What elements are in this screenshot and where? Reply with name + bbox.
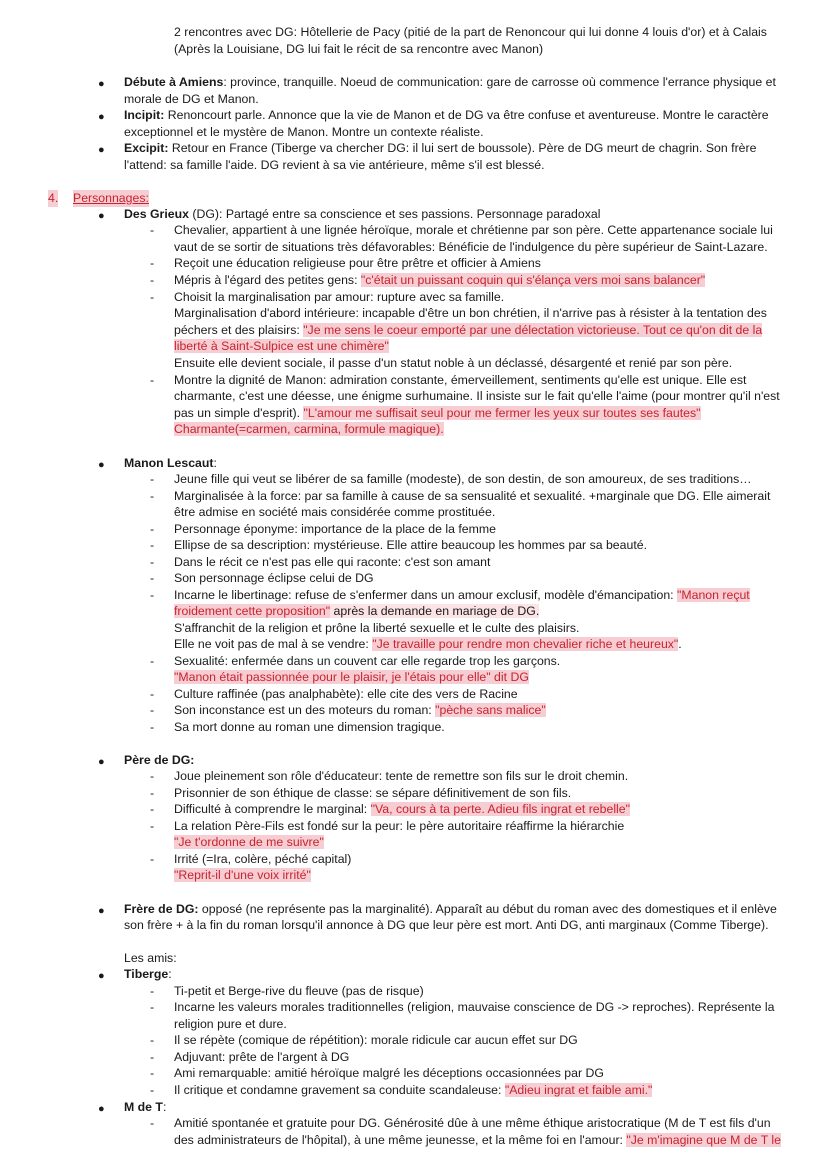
character-heading: Tiberge: (124, 967, 172, 981)
list-item: Difficulté à comprendre le marginal: "Va, cours à ta perte. Adieu fils ingrat et rebelle" (174, 802, 630, 816)
section-number: 4. (48, 191, 59, 205)
text-line (174, 338, 389, 355)
dash-icon: - (150, 654, 155, 668)
list-item: Adjuvant: prête de l'argent à DG (174, 1050, 350, 1064)
dash-icon: - (150, 1000, 155, 1014)
bullet-icon: ● (98, 756, 105, 768)
list-item: Personnage éponyme: importance de la place de la femme (174, 522, 496, 536)
text-line: être admise en société mais considérée comme prostituée. (174, 505, 496, 519)
list-item: Culture raffinée (pas analphabète): elle cite des vers de Racine (174, 687, 518, 701)
list-item: Sexualité: enfermée dans un couvent car elle regarde trop les garçons. (174, 654, 561, 668)
text-line: vaut de se sortir de situations très défavorables: Bénéficie de l'indulgence du père supérieur de Saint-Lazare. (174, 240, 768, 254)
text-line: (Après la Louisiane, DG lui fait le récit de sa rencontre avec Manon) (174, 42, 544, 56)
dash-icon: - (150, 720, 155, 734)
list-item: Excipit: Retour en France (Tiberge va chercher DG: il lui sert de boussole). Père de DG meurt de chagrin. Son frère (124, 141, 757, 155)
character-heading: M de T: (124, 1100, 167, 1114)
character-heading: Père de DG: (124, 753, 195, 767)
dash-icon: - (150, 786, 155, 800)
dash-icon: - (150, 1066, 155, 1080)
text-line: son frère + à la fin du roman lorsqu'il annonce à DG que leur père est mort. Anti DG, anti marginaux (Comme Tiberge). (124, 918, 769, 932)
list-item: Débute à Amiens: province, tranquille. Noeud de communication: gare de carrosse où commence l'errance physique et (124, 75, 776, 89)
text-line: Elle ne voit pas de mal à se vendre: "Je travaille pour rendre mon chevalier riche et heureux". (174, 637, 682, 651)
bullet-icon: ● (98, 210, 105, 222)
text-line (174, 834, 324, 851)
list-item: Sa mort donne au roman une dimension tragique. (174, 720, 445, 734)
quote: "Manon reçut (677, 588, 750, 602)
item-label: Excipit: (124, 141, 169, 155)
text-line: Marginalisation d'abord intérieure: incapable d'être un bon chrétien, il n'arrive pas à résister à la tentation des (174, 306, 767, 320)
bullet-icon: ● (98, 905, 105, 917)
dash-icon: - (150, 373, 155, 387)
text-line (174, 669, 529, 686)
list-item: Choisit la marginalisation par amour: rupture avec sa famille. (174, 290, 505, 304)
text-line: exceptionnel et le mystère de Manon. Montre un contexte réaliste. (124, 125, 484, 139)
dash-icon: - (150, 290, 155, 304)
list-item: Son inconstance est un des moteurs du roman: "pèche sans malice" (174, 703, 546, 717)
dash-icon: - (150, 687, 155, 701)
dash-icon: - (150, 571, 155, 585)
list-item: Il se répète (comique de répétition): morale ridicule car aucun effet sur DG (174, 1033, 578, 1047)
quote: "Je travaille pour rendre mon chevalier riche et heureux" (372, 637, 679, 651)
list-item: Incipit: Renoncourt parle. Annonce que la vie de Manon et de DG va être confuse et aventureuse. Montre le caractère (124, 108, 769, 122)
list-item: Joue pleinement son rôle d'éducateur: tente de remettre son fils sur le droit chemin. (174, 769, 629, 783)
text-line (174, 421, 444, 438)
dash-icon: - (150, 273, 155, 287)
dash-icon: - (150, 472, 155, 486)
list-item: Ami remarquable: amitié héroïque malgré les déceptions occasionnées par DG (174, 1066, 604, 1080)
bullet-icon: ● (98, 78, 105, 90)
dash-icon: - (150, 1116, 155, 1130)
text-line: morale de DG et Manon. (124, 92, 259, 106)
dash-icon: - (150, 588, 155, 602)
bullet-icon: ● (98, 144, 105, 156)
list-item: Montre la dignité de Manon: admiration constante, émerveillement, sentiments qu'elle est unique. Elle est (174, 373, 747, 387)
list-item: Reçoit une éducation religieuse pour être prêtre et officier à Amiens (174, 256, 541, 270)
list-item: Incarne le libertinage: refuse de s'enfermer dans un amour exclusif, modèle d'émancipation: "Manon reçut (174, 588, 750, 602)
dash-icon: - (150, 1050, 155, 1064)
bullet-icon: ● (98, 459, 105, 471)
dash-icon: - (150, 852, 155, 866)
quote: "Adieu ingrat et faible ami." (504, 1083, 653, 1097)
dash-icon: - (150, 984, 155, 998)
text-line: l'attend: sa famille l'aide. DG revient à sa vie antérieure, même s'il est blessé. (124, 158, 545, 172)
list-item: Ellipse de sa description: mystérieuse. Elle attire beaucoup les hommes par sa beauté. (174, 538, 647, 552)
section-title: Personnages: (73, 191, 149, 205)
quote: "c'était un puissant coquin qui s'élança vers moi sans balancer" (360, 273, 706, 287)
subheading: Les amis: (124, 951, 177, 965)
list-item: Prisonnier de son éthique de classe: se sépare définitivement de son fils. (174, 786, 572, 800)
dash-icon: - (150, 802, 155, 816)
text-line (174, 867, 311, 884)
bullet-icon: ● (98, 970, 105, 982)
character-heading: Des Grieux (DG): Partagé entre sa conscience et ses passions. Personnage paradoxal (124, 207, 601, 221)
list-item: Marginalisée à la force: par sa famille à cause de sa sensualité et sexualité. +marginale que DG. Elle aimerait (174, 489, 771, 503)
quote: "Va, cours à ta perte. Adieu fils ingrat et rebelle" (370, 802, 630, 816)
text-line: charmante, c'est une déesse, une énigme surhumaine. Il insiste sur le fait qu'elle l'aime (pour montrer qu'il n'est (174, 389, 780, 403)
quote: liberté à Saint-Sulpice est une chimère" (174, 339, 389, 353)
text-line: péchers et des plaisirs: "Je me sens le coeur emporté par une délectation victorieuse. Tout ce qu'on dit de la (174, 323, 763, 337)
bullet-icon: ● (98, 111, 105, 123)
quote: "Manon était passionnée pour le plaisir, je l'étais pour elle" dit DG (174, 670, 529, 684)
quote: "L'amour me suffisait seul pour me fermer les yeux sur toutes ses fautes" (303, 406, 701, 420)
list-item: Irrité (=Ira, colère, péché capital) (174, 852, 352, 866)
dash-icon: - (150, 703, 155, 717)
list-item: Son personnage éclipse celui de DG (174, 571, 374, 585)
list-item: Ti-petit et Berge-rive du fleuve (pas de risque) (174, 984, 424, 998)
list-item: Amitié spontanée et gratuite pour DG. Générosité dûe à une même éthique aristocratique (M de T est fils d'un (174, 1116, 771, 1130)
dash-icon: - (150, 555, 155, 569)
dash-icon: - (150, 769, 155, 783)
list-item: Dans le récit ce n'est pas elle qui raconte: c'est son amant (174, 555, 491, 569)
quote: "pèche sans malice" (435, 703, 546, 717)
dash-icon: - (150, 819, 155, 833)
quote: "Reprit-il d'une voix irrité" (174, 868, 311, 882)
dash-icon: - (150, 223, 155, 237)
item-label: Incipit: (124, 108, 165, 122)
dash-icon: - (150, 1083, 155, 1097)
text-line: 2 rencontres avec DG: Hôtellerie de Pacy (pitié de la part de Renoncour qui lui donne 4 louis d'or) et à Calais (174, 25, 767, 39)
item-label: Débute à Amiens (124, 75, 224, 89)
list-item: Jeune fille qui veut se libérer de sa famille (modeste), de son destin, de son amoureux, de ses traditions… (174, 472, 752, 486)
text-line: pas un simple d'esprit). "L'amour me suffisait seul pour me fermer les yeux sur toutes ses fautes" (174, 406, 701, 420)
text-line: froidement cette proposition" après la demande en mariage de DG. (174, 604, 540, 618)
dash-icon: - (150, 1033, 155, 1047)
text-line: S'affranchit de la religion et prône la liberté sexuelle et le culte des plaisirs. (174, 621, 580, 635)
quote: froidement cette proposition" (174, 604, 331, 618)
text-line: religion pure et dure. (174, 1017, 287, 1031)
dash-icon: - (150, 256, 155, 270)
list-item: Chevalier, appartient à une lignée héroïque, morale et chrétienne par son père. Cette appartenance sociale lui (174, 223, 773, 237)
list-item: Incarne les valeurs morales traditionnelles (religion, mauvaise conscience de DG -> reproches). Représente la (174, 1000, 775, 1014)
dash-icon: - (150, 522, 155, 536)
list-item: La relation Père-Fils est fondé sur la peur: le père autoritaire réaffirme la hiérarchie (174, 819, 625, 833)
quote: "Je me sens le coeur emporté par une délectation victorieuse. Tout ce qu'on dit de la (303, 323, 763, 337)
quote: "Je t'ordonne de me suivre" (174, 835, 324, 849)
quote: Charmante(=carmen, carmina, formule magique). (174, 422, 444, 436)
character-heading: Manon Lescaut: (124, 456, 217, 470)
text-line: Ensuite elle devient sociale, il passe d'un statut noble à un déclassé, désargenté et renié par son père. (174, 356, 733, 370)
character-heading: Frère de DG: opposé (ne représente pas la marginalité). Apparaît au début du roman avec des domestiques et il enlève (124, 902, 777, 916)
dash-icon: - (150, 538, 155, 552)
bullet-icon: ● (98, 1103, 105, 1115)
text-line: des administrateurs de l'hôpital), à une même jeunesse, et la même foi en l'amour: "Je m'imagine que M de T le (174, 1133, 781, 1147)
quote: "Je m'imagine que M de T le (626, 1133, 781, 1147)
list-item: Il critique et condamne gravement sa conduite scandaleuse: "Adieu ingrat et faible ami." (174, 1083, 653, 1097)
list-item: Mépris à l'égard des petites gens: "c'était un puissant coquin qui s'élança vers moi sans balancer" (174, 273, 706, 287)
dash-icon: - (150, 489, 155, 503)
